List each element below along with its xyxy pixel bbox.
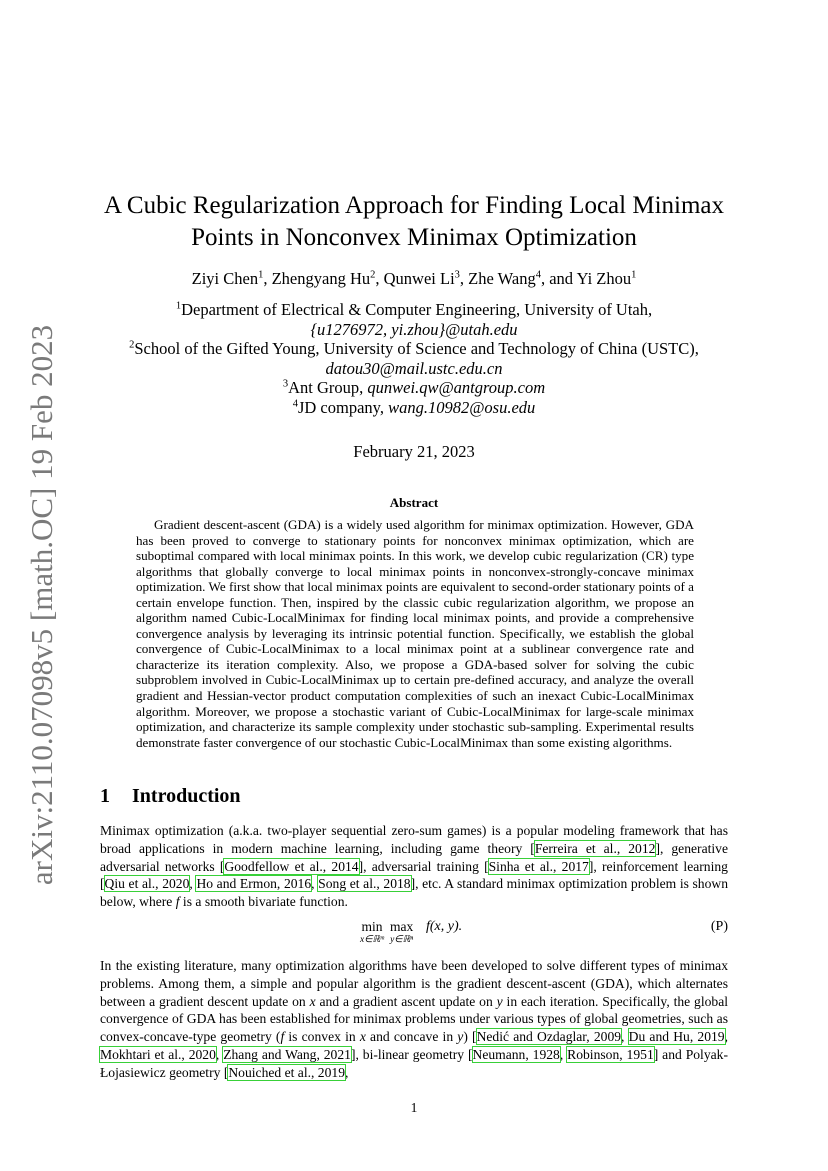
min-subscript: x∈ℝᵐ: [360, 935, 384, 945]
paragraph-text: and a gradient ascent update on: [315, 993, 497, 1009]
affiliation-text: Department of Electrical & Computer Engineering, University of Utah,: [181, 300, 653, 319]
paragraph-text: ): [463, 1029, 473, 1045]
paragraph-text: , reinforcement learning: [593, 858, 728, 874]
author-conjunction: and: [549, 269, 574, 288]
affiliation-text: School of the Gifted Young, University of Science and Technology of China (USTC),: [134, 339, 699, 358]
citation-link[interactable]: Nedić and Ozdaglar, 2009: [476, 1029, 622, 1045]
author-affiliation-mark: 3: [454, 269, 460, 281]
max-subscript: y∈ℝⁿ: [390, 935, 414, 945]
paragraph-text: , generative adversarial networks: [100, 840, 728, 874]
author-name: Qunwei Li: [383, 269, 455, 288]
math-symbol: y: [496, 993, 503, 1009]
citation-link[interactable]: Du and Hu, 2019: [628, 1029, 725, 1045]
citation-link[interactable]: Goodfellow et al., 2014: [224, 858, 359, 874]
equation-P: [0, 917, 828, 951]
affiliation-line: [0, 378, 828, 398]
citation-link[interactable]: Qiu et al., 2020: [104, 876, 190, 892]
paragraph-text: , bi-linear geometry: [355, 1046, 468, 1062]
paragraph-text: , adversarial training: [363, 858, 485, 874]
citation-link[interactable]: Robinson, 1951: [567, 1046, 654, 1062]
affiliation-mark: 4: [292, 398, 298, 409]
author-name: Yi Zhou: [576, 269, 632, 288]
objective-expression: f(x, y).: [426, 919, 463, 934]
paragraph-text: in each iteration. Specifically, the global convergence of GDA has been established for minimax problems under various types of global geometries, such as convex-concave-type geometry (: [100, 993, 729, 1045]
arxiv-identifier-stamp: [22, 324, 62, 886]
affiliation-mark: 3: [282, 378, 289, 390]
min-operator: [360, 919, 384, 945]
author-name: Zhe Wang: [468, 269, 536, 288]
section-number: 1: [100, 785, 110, 807]
affiliation-mark: 2: [129, 339, 135, 351]
minimax-operators: [360, 919, 419, 945]
author-affiliation-mark: 2: [370, 269, 376, 281]
author-affiliation-mark: 1: [258, 269, 264, 281]
intro-paragraph-2: In the existing literature, many optimization algorithms have been developed to solve different types of minimax problems. Among them, a simple and popular algorithm is the gradient descent-ascent (GDA), which alternates between a gradient descent update on x and a gradient ascent update on y in each iteration. Specifically, the global convergence of GDA has been established for minimax problems under various types of global geometries, such as convex-concave-type geometry (f is convex in x and concave in y) [Nedić and Ozdaglar, 2009, Du and Hu, 2019, Mokhtari et al., 2020, Zhang and Wang, 2021], bi-linear geometry [Neumann, 1928, Robinson, 1951] and Polyak-Łojasiewicz geometry [Nouiched et al., 2019,: [100, 958, 729, 1080]
affiliation-mark: 1: [175, 300, 182, 312]
abstract-body: Gradient descent-ascent (GDA) is a widely used algorithm for minimax optimization. However, GDA has been proved to converge to stationary points for nonconvex minimax optimization, which are suboptimal compared with local minimax points. In this work, we develop cubic regularization (CR) type algorithms that globally converge to local minimax points in nonconvex-strongly-concave minimax optimization. We first show that local minimax points are equivalent to second-order stationary points of a certain envelope function. Then, inspired by the classic cubic regularization algorithm, we propose an algorithm named Cubic-LocalMinimax for finding local minimax points, and provide a comprehensive convergence analysis by leveraging its intrinsic potential function. Specifically, we establish the global convergence of Cubic-LocalMinimax to a local minimax point at a sublinear convergence rate and characterize its iteration complexity. Also, we propose a GDA-based solver for solving the cubic subproblem involved in Cubic-LocalMinimax up to certain pre-defined accuracy, and analyze the overall gradient and Hessian-vector product computation complexities of such an inexact Cubic-LocalMinimax algorithm. Moreover, we propose a stochastic variant of Cubic-LocalMinimax for large-scale minimax optimization, and characterize its sample complexity under stochastic sub-sampling. Experimental results demonstrate faster convergence of our stochastic Cubic-LocalMinimax than some existing algorithms.: [136, 517, 694, 750]
author-name: Zhengyang Hu: [271, 269, 371, 288]
page-number: 1: [410, 1100, 418, 1115]
email-address: {u1276972, yi.zhou}@utah.edu: [310, 319, 518, 339]
paragraph-text: In the existing literature, many optimization algorithms have been developed to solve different types of minimax problems. Among them, a simple and popular algorithm is the gradient descent-ascent (GDA), which alternates between a gradient descent update on: [100, 958, 728, 1009]
title-line-2: Points in Nonconvex Minimax Optimization: [191, 224, 637, 251]
author-affiliation-mark: 1: [631, 269, 637, 281]
paper-title: [0, 190, 828, 254]
author-list: Ziyi Chen$^1$, Zhengyang Hu$^2$, Qunwei Li$^3$, Zhe Wang$^4$, and Yi Zhou$^1$: [191, 269, 637, 288]
abstract-heading: Abstract: [389, 495, 439, 510]
affiliation-line: [0, 300, 828, 320]
paragraph-text: , etc. A standard minimax optimization problem is shown below, where: [100, 876, 729, 910]
citation-link[interactable]: Nouiched et al., 2019: [228, 1064, 345, 1080]
max-label: max: [389, 919, 414, 934]
citation-link[interactable]: Mokhtari et al., 2020: [100, 1046, 216, 1062]
paragraph-text: and concave in: [365, 1029, 458, 1045]
email-address: wang.10982@osu.edu: [388, 397, 536, 417]
affiliations: [0, 300, 828, 417]
citation-link[interactable]: Song et al., 2018: [318, 876, 411, 892]
citation-link[interactable]: Zhang and Wang, 2021: [223, 1046, 351, 1062]
email-address: qunwei.qw@antgroup.com: [367, 378, 546, 397]
affiliation-text: JD company,: [297, 397, 384, 417]
section-title: Introduction: [132, 785, 241, 807]
citation-link[interactable]: Sinha et al., 2017: [488, 858, 589, 874]
citation-link[interactable]: Neumann, 1928: [472, 1046, 560, 1062]
arxiv-stamp-text: arXiv:2110.07098v5 [math.OC] 19 Feb 2023: [24, 324, 59, 886]
author-affiliation-mark: 4: [535, 269, 541, 281]
email-address: datou30@mail.ustc.edu.cn: [325, 358, 503, 378]
intro-paragraph-1: Minimax optimization (a.k.a. two-player sequential zero-sum games) is a popular modeling framework that has broad applications in modern machine learning, including game theory [Ferreira et al., 2012], generative adversarial networks [Goodfellow et al., 2014], adversarial training [Sinha et al., 2017], reinforcement learning [Qiu et al., 2020, Ho and Ermon, 2016, Song et al., 2018], etc. A standard minimax optimization problem is shown below, where f is a smooth bivariate function.: [100, 823, 729, 910]
paragraph-text: is convex in: [284, 1029, 360, 1045]
citation-link[interactable]: Ferreira et al., 2012: [534, 840, 656, 856]
citation-link[interactable]: Ho and Ermon, 2016: [196, 876, 312, 892]
paragraph-text: and Polyak-Łojasiewicz geometry: [100, 1046, 728, 1080]
paragraph-text: is a smooth bivariate function.: [179, 894, 348, 910]
affiliation-email: [0, 320, 828, 340]
section-heading: [100, 785, 241, 808]
math-symbol: f: [175, 894, 180, 910]
min-label: min: [361, 919, 383, 934]
affiliation-line: [0, 398, 828, 418]
title-line-1: A Cubic Regularization Approach for Finding Local Minimax: [103, 192, 725, 219]
math-symbol: x: [359, 1029, 366, 1045]
equation-tag: (P): [710, 919, 728, 934]
paragraph-text: Minimax optimization (a.k.a. two-player sequential zero-sum games) is a popular modeling framework that has broad applications in modern machine learning, including game theory: [100, 823, 728, 856]
math-symbol: f: [280, 1029, 285, 1045]
affiliation-text: Ant Group,: [288, 378, 364, 397]
math-symbol: x: [309, 993, 316, 1009]
math-symbol: y: [457, 1029, 464, 1045]
max-operator: [390, 919, 413, 945]
affiliation-email: [0, 359, 828, 379]
author-name: Ziyi Chen: [191, 269, 259, 288]
publication-date: February 21, 2023: [353, 442, 475, 461]
affiliation-line: [0, 339, 828, 359]
